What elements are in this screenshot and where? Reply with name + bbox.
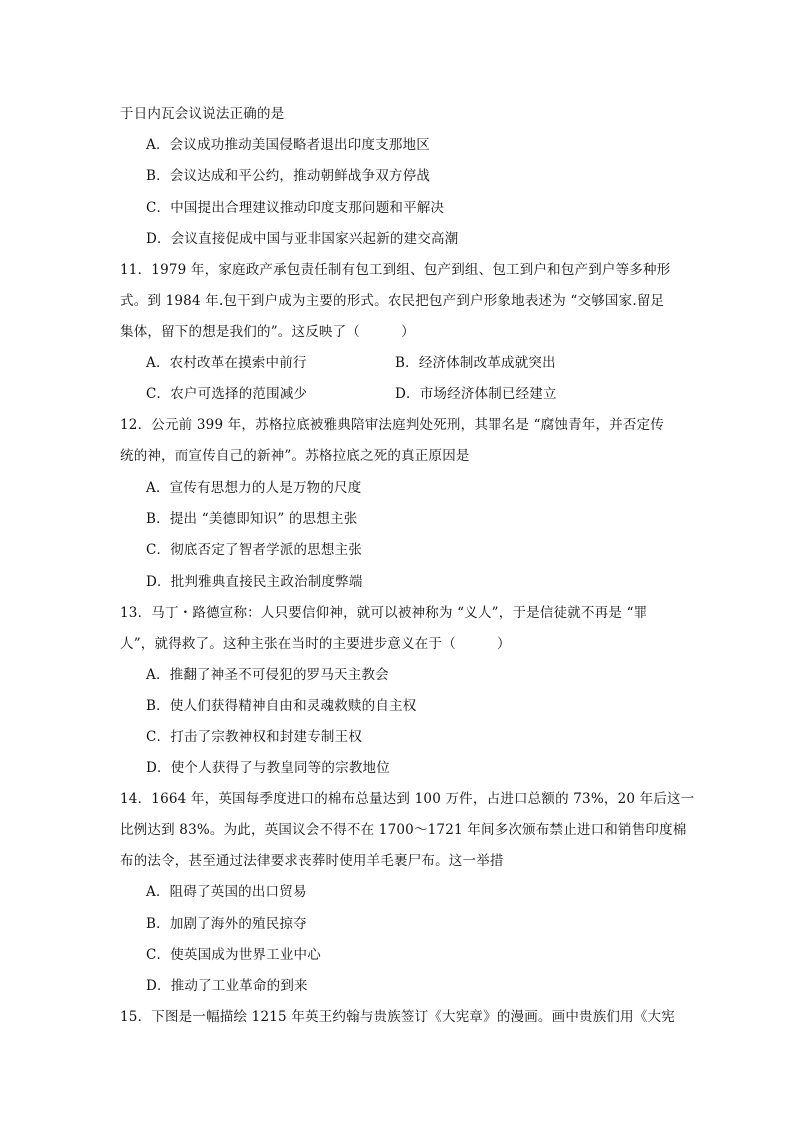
q12-line-2: 统的神，而宣传自己的新神”。苏格拉底之死的真正原因是 xyxy=(120,448,470,464)
q14-option-a: A．阻碍了英国的出口贸易 xyxy=(146,884,307,900)
q10-option-a: A．会议成功推动美国侵略者退出印度支那地区 xyxy=(146,137,430,153)
q14-option-b: B．加剧了海外的殖民掠夺 xyxy=(146,916,307,932)
q11-option-a: A．农村改革在摸索中前行 xyxy=(146,355,307,371)
q11-line-2: 式。到 1984 年.包干到户成为主要的形式。农民把包产到户形象地表述为 “交够国家.留足 xyxy=(120,293,665,309)
q10-option-b: B．会议达成和平公约，推动朝鲜战争双方停战 xyxy=(146,168,431,184)
q14-line-3: 布的法令，甚至通过法律要求丧葬时使用羊毛裹尸布。这一举措 xyxy=(120,853,504,869)
q13-option-b: B．使人们获得精神自由和灵魂救赎的自主权 xyxy=(146,698,417,714)
q10-stem: 于日内瓦会议说法正确的是 xyxy=(120,106,285,122)
q13-line-2: 人”，就得救了。这种主张在当时的主要进步意义在于（ ） xyxy=(120,636,511,652)
q14-option-d: D．推动了工业革命的到来 xyxy=(146,978,308,994)
q11-line-3: 集体，留下的想是我们的”。这反映了（ ） xyxy=(120,324,415,340)
q10-option-c: C．中国提出合理建议推动印度支那问题和平解决 xyxy=(146,200,445,216)
q12-option-a: A．宣传有思想力的人是万物的尺度 xyxy=(146,480,362,496)
q12-option-d: D．批判雅典直接民主政治制度弊端 xyxy=(146,574,363,590)
q13-line-1: 13．马丁・路德宣称：人只要信仰神，就可以被神称为 “义人”，于是信徒就不再是 “罪 xyxy=(120,605,648,621)
q11-option-b: B．经济体制改革成就突出 xyxy=(395,355,556,371)
q13-option-c: C．打击了宗教神权和封建专制王权 xyxy=(146,729,363,745)
q11-line-1: 11．1979 年，家庭政产承包责任制有包工到组、包产到组、包工到户和包产到户等多种形 xyxy=(120,262,671,278)
q10-option-d: D．会议直接促成中国与亚非国家兴起新的建交高潮 xyxy=(146,231,459,247)
q15-line-1: 15．下图是一幅描绘 1215 年英王约翰与贵族签订《大宪章》的漫画。画中贵族们用《大宪 xyxy=(120,1009,675,1025)
q13-option-a: A．推翻了神圣不可侵犯的罗马天主教会 xyxy=(146,667,389,683)
q14-line-2: 比例达到 83%。为此，英国议会不得不在 1700～1721 年间多次颁布禁止进口和销售印度棉 xyxy=(120,822,687,838)
q14-option-c: C．使英国成为世界工业中心 xyxy=(146,947,321,963)
q12-option-c: C．彻底否定了智者学派的思想主张 xyxy=(146,542,363,558)
q11-option-c: C．农户可选择的范围减少 xyxy=(146,386,308,402)
q14-line-1: 14．1664 年，英国每季度进口的棉布总量达到 100 万件，占进口总额的 73%，20 年后这一 xyxy=(120,791,695,807)
q13-option-d: D．使个人获得了与教皇同等的宗教地位 xyxy=(146,760,390,776)
q12-line-1: 12．公元前 399 年，苏格拉底被雅典陪审法庭判处死刑，其罪名是 “腐蚀青年，并否定传 xyxy=(120,417,665,433)
q11-option-d: D．市场经济体制已经建立 xyxy=(395,386,557,402)
q12-option-b: B．提出 “美德即知识” 的思想主张 xyxy=(146,511,358,527)
